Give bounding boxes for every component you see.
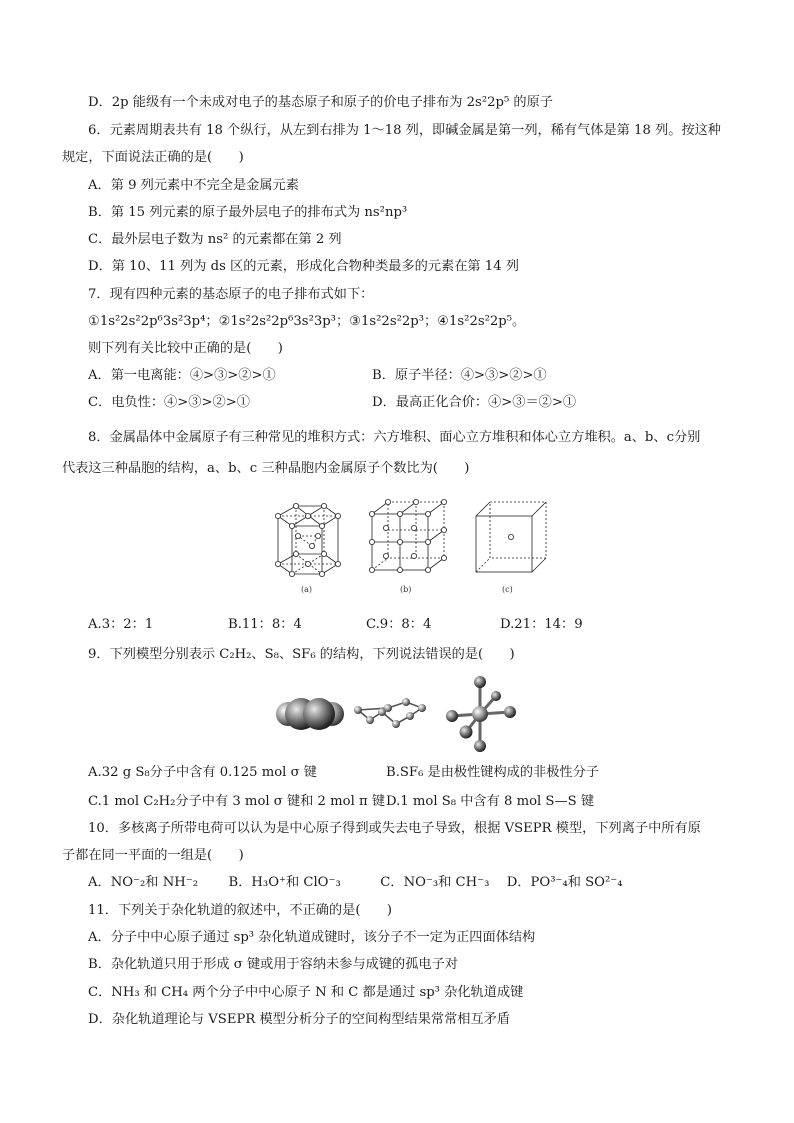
q8-option-d: D.21：14：9: [500, 617, 583, 632]
q11-option-a: A．分子中中心原子通过 sp³ 杂化轨道成键时，该分子不一定为正四面体结构: [88, 930, 536, 945]
q6-option-a: A．第 9 列元素中不完全是金属元素: [88, 178, 299, 193]
q10-stem-line2: 子都在同一平面的一组是( ): [62, 848, 244, 863]
q6-option-c: C．最外层电子数为 ns² 的元素都在第 2 列: [88, 232, 342, 247]
q7-option-c: C．电负性：④>③>②>①: [88, 395, 250, 410]
q6-stem-line2: 规定，下面说法正确的是( ): [62, 150, 244, 165]
cell-b-label: (b): [400, 585, 412, 594]
q8-stem-line2: 代表这三种晶胞的结构，a、b、c 三种晶胞内金属原子个数比为( ): [62, 461, 470, 476]
q7-option-a: A．第一电离能：④>③>②>①: [88, 368, 276, 383]
q6-stem-line1: 6．元素周期表共有 18 个纵行，从左到右排为 1～18 列，即碱金属是第一列，稀有气体是第 18 列。按这种: [88, 123, 721, 138]
crystal-cells-figure: [268, 492, 558, 600]
q7-option-d: D．最高正化合价：④>③＝②>①: [372, 395, 577, 410]
q11-stem: 11．下列关于杂化轨道的叙述中，不正确的是( ): [88, 903, 393, 918]
q7-configs: ①1s²2s²2p⁶3s²3p⁴；②1s²2s²2p⁶3s²3p³；③1s²2s²2p³；④1s²2s²2p⁵。: [88, 314, 526, 329]
molecule-models-figure: [270, 674, 530, 756]
q10-stem-line1: 10．多核离子所带电荷可以认为是中心原子得到或失去电子导致，根据 VSEPR 模型，下列离子中所有原: [88, 821, 701, 836]
q11-option-d: D．杂化轨道理论与 VSEPR 模型分析分子的空间构型结果常常相互矛盾: [88, 1012, 511, 1027]
q8-option-c: C.9：8：4: [366, 617, 432, 632]
q9-option-c: C.1 mol C₂H₂分子中有 3 mol σ 键和 2 mol π 键: [88, 794, 386, 809]
q10-options: A．NO⁻₂和 NH⁻₂ B．H₃O⁺和 ClO⁻₃ C．NO⁻₃和 CH⁻₃ D．PO³⁻₄和 SO²⁻₄: [88, 875, 623, 890]
q7-stem: 7．现有四种元素的基态原子的电子排布式如下：: [88, 287, 374, 302]
q11-option-b: B．杂化轨道只用于形成 σ 键或用于容纳未参与成键的孤电子对: [88, 957, 458, 972]
q7-ask: 则下列有关比较中正确的是( ): [88, 341, 283, 356]
q6-option-d: D．第 10、11 列为 ds 区的元素，形成化合物种类最多的元素在第 14 列: [88, 259, 519, 274]
q9-option-a: A.32 g S₈分子中含有 0.125 mol σ 键: [88, 765, 317, 780]
q6-option-b: B．第 15 列元素的原子最外层电子的排布式为 ns²np³: [88, 205, 408, 220]
q9-option-b: B.SF₆ 是由极性键构成的非极性分子: [386, 765, 599, 780]
q8-stem-line1: 8．金属晶体中金属原子有三种常见的堆积方式：六方堆积、面心立方堆积和体心立方堆积。a、b、c分别: [88, 430, 701, 445]
fcc-cell-b: [372, 502, 444, 570]
q9-stem: 9．下列模型分别表示 C₂H₂、S₈、SF₆ 的结构，下列说法错误的是( ): [88, 647, 515, 662]
q8-option-b: B.11：8：4: [228, 617, 302, 632]
q8-option-a: A.3：2：1: [88, 617, 154, 632]
q7-option-b: B．原子半径：④>③>②>①: [372, 368, 547, 383]
cell-a-label: (a): [301, 585, 313, 594]
q5-option-d: D．2p 能级有一个未成对电子的基态原子和原子的价电子排布为 2s²2p⁵ 的原子: [88, 95, 553, 110]
q11-option-c: C．NH₃ 和 CH₄ 两个分子中中心原子 N 和 C 都是通过 sp³ 杂化轨道成键: [88, 985, 524, 1000]
cell-c-label: (c): [502, 585, 513, 594]
c2h2-model: [276, 698, 344, 730]
q9-option-d: D.1 mol S₈ 中含有 8 mol S—S 键: [386, 794, 595, 809]
